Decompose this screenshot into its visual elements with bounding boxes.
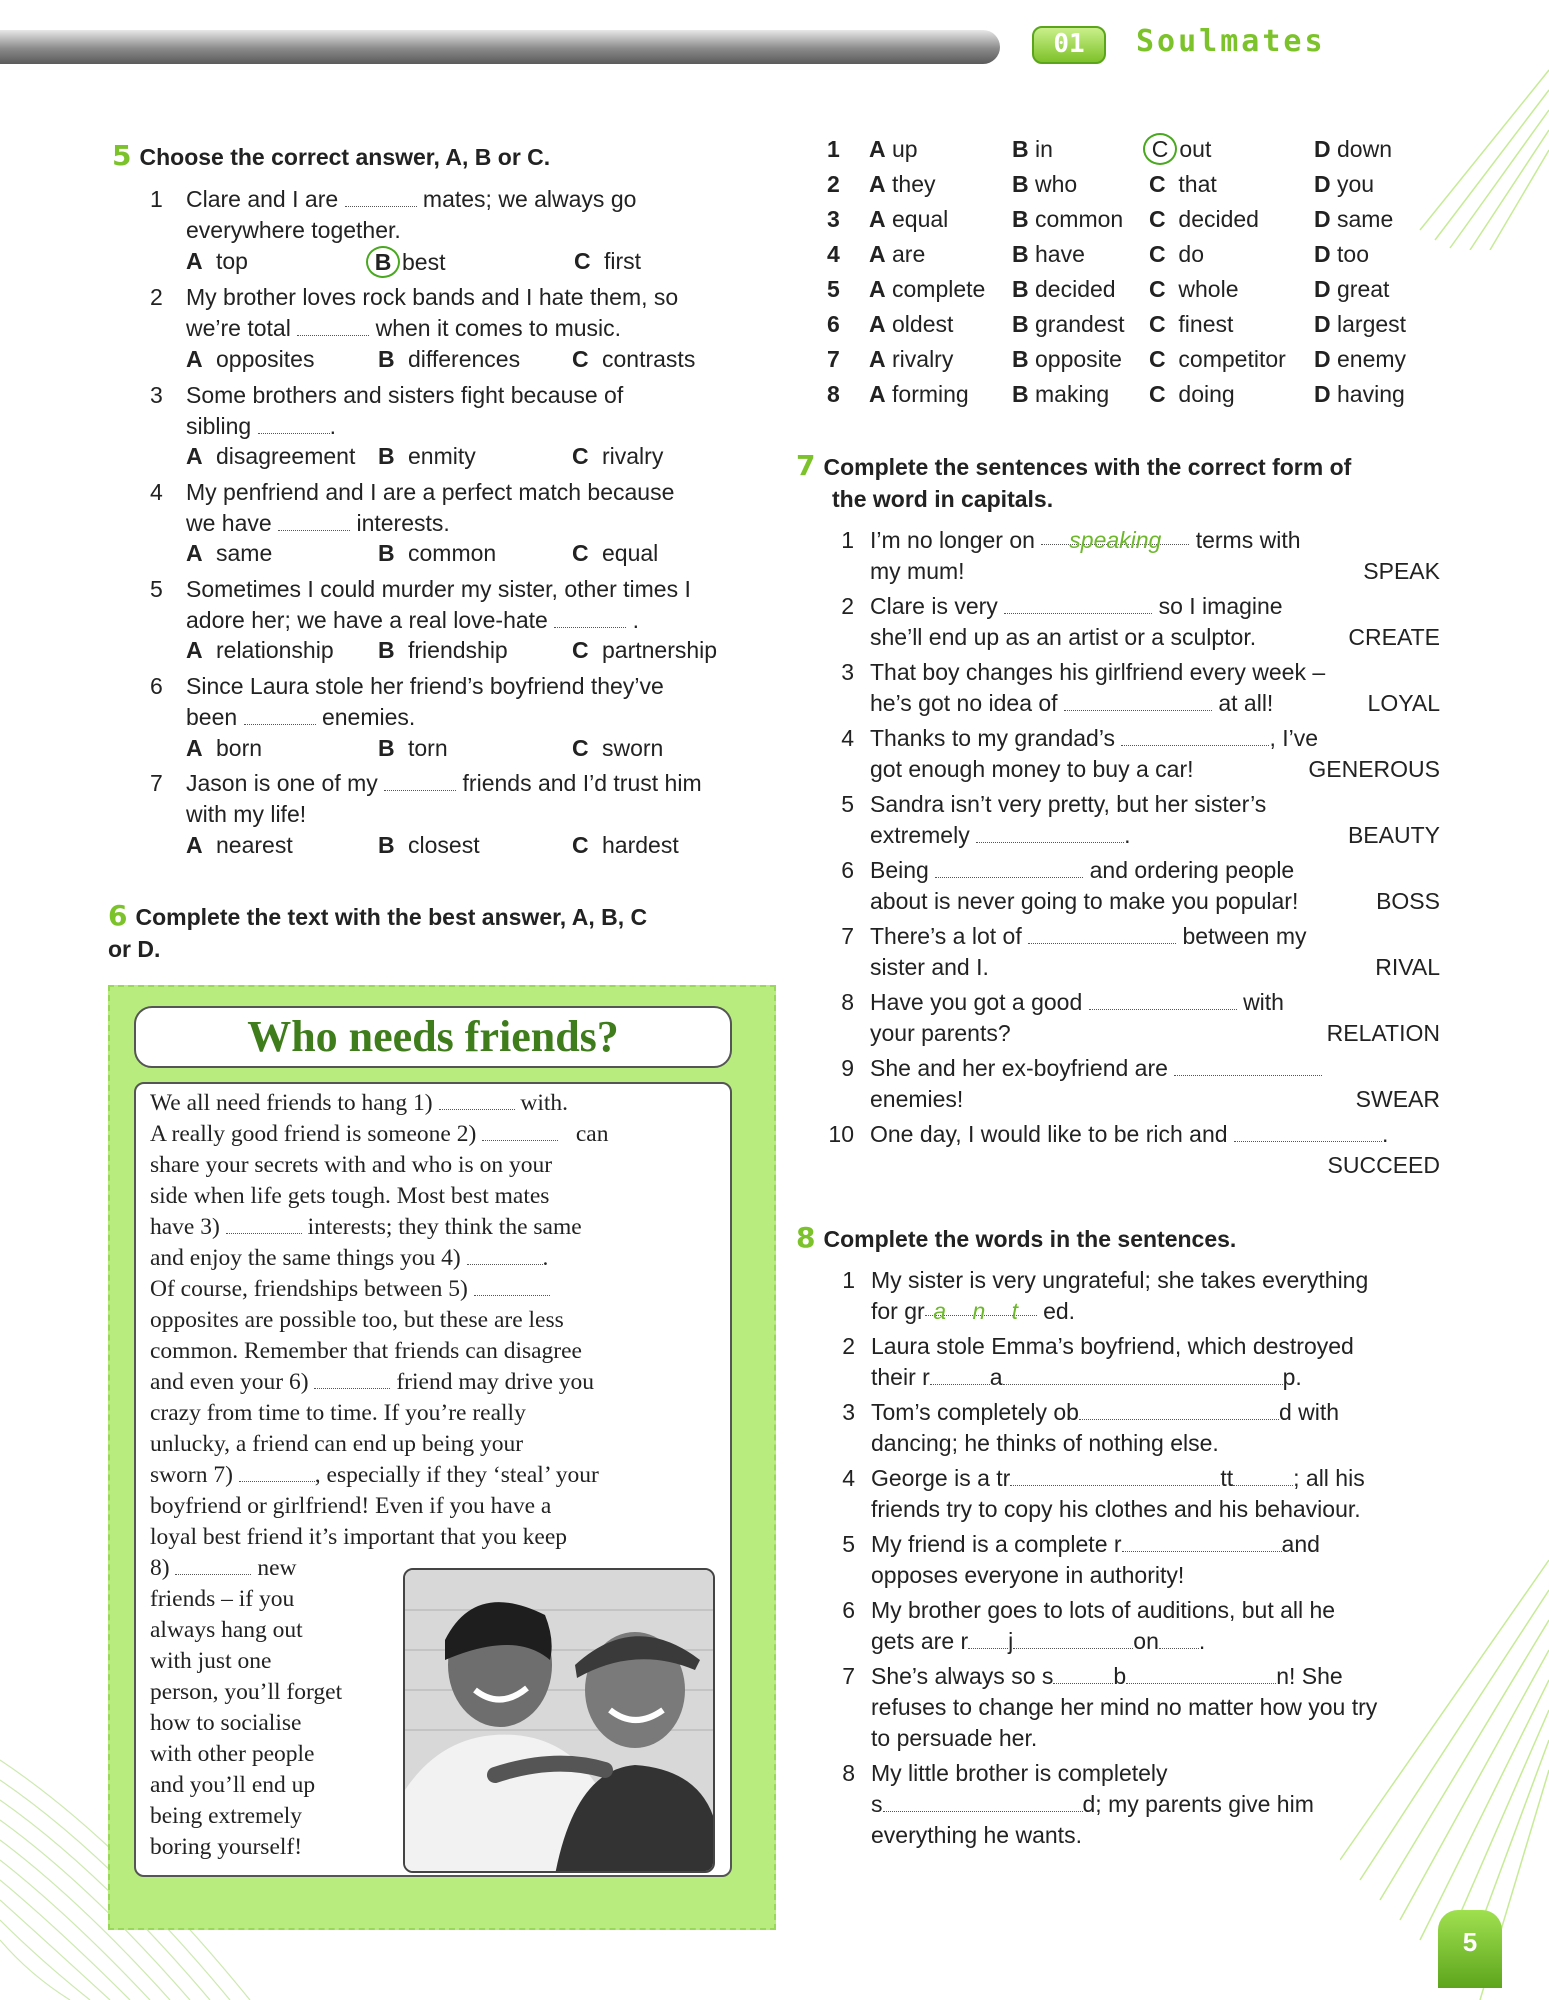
ex7-question-7: 7 There’s a lot of between my sister and I. RIVAL — [870, 921, 1440, 983]
unit-title: Soulmates — [1136, 24, 1326, 59]
option-b-selected[interactable]: B best — [372, 246, 445, 278]
ex8-question-7: 7 She’s always so s b n! She refuses to change her mind no matter how you try to persuade her. — [842, 1663, 1378, 1751]
option-c[interactable]: C first — [574, 248, 642, 274]
option-a[interactable]: A top — [186, 248, 248, 274]
story-blank-8[interactable] — [175, 1555, 251, 1575]
answer-blank[interactable] — [1174, 1056, 1322, 1076]
answer-blank[interactable] — [883, 1792, 1083, 1812]
ex8-number: 8 — [796, 1221, 816, 1254]
ex5-question-3: 3 Some brothers and sisters fight because of sibling . — [150, 382, 624, 439]
capital-word: GENEROUS — [1308, 756, 1440, 782]
ex7-question-9: 9 She and her ex-boyfriend are enemies! SWEAR — [870, 1053, 1440, 1115]
answer-blank[interactable] — [1126, 1664, 1276, 1684]
ex7-question-6: 6 Being and ordering people about is never going to make you popular! BOSS — [870, 855, 1440, 917]
ex6-title: 6 Complete the text with the best answer, A, B, C or D. — [108, 899, 648, 962]
answer-circle: C — [1143, 133, 1177, 165]
ex7-question-2: 2 Clare is very so I imagine she’ll end up as an artist or a sculptor. CREATE — [870, 591, 1440, 653]
answer-blank[interactable] — [258, 414, 330, 434]
capital-word: BOSS — [1376, 888, 1440, 914]
answer-blank[interactable] — [1079, 1400, 1279, 1420]
ex5-number: 5 — [112, 139, 132, 172]
unit-badge: 01 — [1032, 26, 1106, 64]
capital-word: RELATION — [1326, 1020, 1440, 1046]
answer-blank[interactable] — [1004, 594, 1152, 614]
ex5-question-4: 4 My penfriend and I are a perfect match because we have interests. — [150, 479, 675, 536]
option-a[interactable]: A born — [186, 735, 263, 761]
answer-blank[interactable] — [345, 187, 417, 207]
option-b[interactable]: B differences — [378, 346, 521, 372]
ex7-title: 7 Complete the sentences with the correct form of the word in capitals. — [796, 449, 1352, 512]
ex5-question-1: 1 Clare and I are mates; we always go everywhere together. — [150, 186, 637, 243]
ex5-question-2: 2 My brother loves rock bands and I hate them, so we’re total when it comes to music. — [150, 284, 679, 341]
answer-blank[interactable] — [244, 705, 316, 725]
story-blank-6[interactable] — [314, 1369, 390, 1389]
capital-word: SWEAR — [1355, 1086, 1440, 1112]
ex6-number: 6 — [108, 899, 128, 932]
answer-blank[interactable] — [1013, 1629, 1133, 1649]
option-a[interactable]: A relationship — [186, 637, 334, 663]
ex7-number: 7 — [796, 449, 816, 482]
answer-blank[interactable] — [384, 771, 456, 791]
ex5-question-6: 6 Since Laura stole her friend’s boyfriend they’ve been enemies. — [150, 673, 664, 730]
answer-blank[interactable] — [1053, 1664, 1113, 1684]
option-a[interactable]: A same — [186, 540, 273, 566]
ex5-question-5: 5 Sometimes I could murder my sister, other times I adore her; we have a real love-hate . — [150, 576, 691, 633]
answer-blank[interactable] — [935, 858, 1083, 878]
answer-blank[interactable] — [1089, 990, 1237, 1010]
option-b[interactable]: B torn — [378, 735, 448, 761]
story-blank-1[interactable] — [439, 1090, 515, 1110]
option-c[interactable]: C contrasts — [572, 346, 696, 372]
option-b[interactable]: B closest — [378, 832, 480, 858]
story-blank-5[interactable] — [474, 1276, 550, 1296]
ex7-question-8: 8 Have you got a good with your parents? RELATION — [870, 987, 1440, 1049]
option-a[interactable]: A opposites — [186, 346, 315, 372]
answer-blank[interactable] — [930, 1365, 990, 1385]
capital-word: BEAUTY — [1347, 822, 1440, 848]
option-c[interactable]: C hardest — [572, 832, 679, 858]
answer-blank[interactable] — [968, 1629, 1008, 1649]
ex8-question-2: 2 Laura stole Emma’s boyfriend, which destroyed their r a p. — [842, 1333, 1354, 1390]
ex7-question-10: 10 One day, I would like to be rich and . SUCCEED — [870, 1119, 1440, 1181]
capital-word: SUCCEED — [1327, 1152, 1440, 1178]
answer-blank[interactable] — [297, 316, 369, 336]
ex8-question-5: 5 My friend is a complete r and opposes everyone in authority! — [842, 1531, 1320, 1588]
photo-two-boys — [403, 1568, 715, 1873]
ex7-question-5: 5 Sandra isn’t very pretty, but her sister’s extremely . BEAUTY — [870, 789, 1440, 851]
option-a[interactable]: A nearest — [186, 832, 293, 858]
answer-blank[interactable] — [1234, 1122, 1382, 1142]
answer-blank[interactable] — [278, 511, 350, 531]
capital-word: SPEAK — [1363, 558, 1440, 584]
answer-blank[interactable] — [1064, 691, 1212, 711]
answer-blank[interactable] — [554, 608, 626, 628]
option-c[interactable]: C partnership — [572, 637, 718, 663]
ex8-question-4: 4 George is a tr tt ; all his friends try to copy his clothes and his behaviour. — [842, 1465, 1365, 1522]
option-b[interactable]: B friendship — [378, 637, 508, 663]
story-title: Who needs friends? — [134, 1006, 732, 1068]
story-blank-2[interactable] — [482, 1121, 558, 1141]
header-bar — [0, 30, 1000, 64]
option-c[interactable]: C rivalry — [572, 443, 664, 469]
story-blank-7[interactable] — [239, 1462, 315, 1482]
story-blank-3[interactable] — [226, 1214, 302, 1234]
answer-blank[interactable] — [1003, 1365, 1283, 1385]
ex8-question-8: 8 My little brother is completely s d; my parents give him everything he wants. — [842, 1760, 1314, 1848]
answer-blank[interactable] — [1010, 1466, 1220, 1486]
capital-word: LOYAL — [1367, 690, 1440, 716]
ex8-question-6: 6 My brother goes to lots of auditions, but all he gets are r j on . — [842, 1597, 1336, 1654]
answer-blank[interactable] — [1159, 1629, 1199, 1649]
ex5-question-7: 7 Jason is one of my friends and I’d trust him with my life! — [150, 770, 702, 827]
ex8-question-1: 1 My sister is very ungrateful; she takes everything for gr a n t ed. — [842, 1267, 1369, 1324]
answer-ant: a n t — [933, 1298, 1029, 1324]
answer-blank[interactable] — [976, 823, 1124, 843]
answer-blank[interactable] — [1028, 924, 1176, 944]
capital-word: CREATE — [1348, 624, 1440, 650]
option-a[interactable]: A disagreement — [186, 443, 356, 469]
ex8-question-3: 3 Tom’s completely ob d with dancing; he thinks of nothing else. — [842, 1399, 1340, 1456]
ex8-title: 8 Complete the words in the sentences. — [796, 1221, 1237, 1254]
answer-blank[interactable] — [1233, 1466, 1293, 1486]
answer-speaking: speaking — [1069, 527, 1162, 553]
ex7-question-4: 4 Thanks to my grandad’s , I’ve got enough money to buy a car! GENEROUS — [870, 723, 1440, 785]
option-c[interactable]: C sworn — [572, 735, 664, 761]
ex7-question-3: 3 That boy changes his girlfriend every week – he’s got no idea of at all! LOYAL — [870, 657, 1440, 719]
ex7-question-1: 1 I’m no longer on speaking terms with my mum! SPEAK — [870, 525, 1440, 587]
page-number: 5 — [1438, 1910, 1502, 1988]
answer-blank[interactable] — [1121, 726, 1269, 746]
story-blank-4[interactable] — [467, 1245, 543, 1265]
answer-blank[interactable] — [1122, 1532, 1282, 1552]
answer-circle: B — [366, 246, 400, 278]
story-text: We all need friends to hang 1) with. A really good friend is someone 2) can share your secrets with and who is on your side when life gets tough. Most best mates have 3) interests; they think the same and enjoy the same things you 4) . Of course, friendships between 5) opposites are possible too, but these are less common. Remember that friends can disagree and even your 6) friend may drive you crazy from time to time. If you’re really unlucky, a friend can end up being your sworn 7) , especially if they ‘steal’ your boyfriend or girlfriend! Even if you have a loyal best friend it’s important that you keep 8) new friends – if you always hang out with just one person, you’ll forget how to socialise with other people and you’ll end up being extremely boring yourself! — [150, 1090, 609, 1860]
ex5-instruction: Choose the correct answer, A, B or C. — [139, 144, 551, 170]
option-c[interactable]: C equal — [572, 540, 659, 566]
option-b[interactable]: B enmity — [378, 443, 476, 469]
capital-word: RIVAL — [1375, 954, 1440, 980]
option-b[interactable]: B common — [378, 540, 497, 566]
ex5-title — [112, 140, 550, 173]
